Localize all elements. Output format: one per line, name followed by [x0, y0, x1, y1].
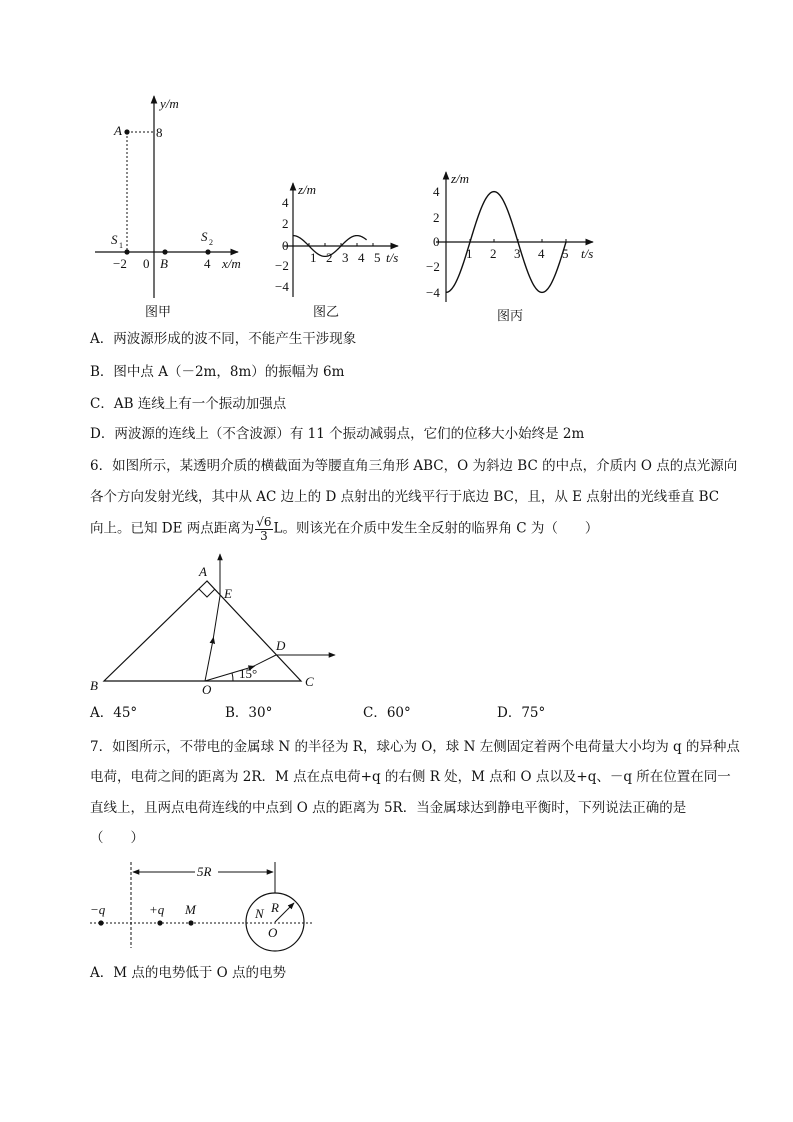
label-c: C — [305, 674, 314, 689]
yi-y-tick: −2 — [275, 258, 289, 273]
q6-stem-line-3-pre: 向上。已知 DE 两点距离为 — [90, 520, 255, 537]
label-o: O — [202, 682, 212, 697]
yi-x-tick: 5 — [374, 250, 381, 265]
q7-stem-line-4: （ ） — [90, 830, 144, 846]
q6-option-d: D．75° — [497, 705, 546, 721]
q6-option-a: A．45° — [90, 705, 138, 721]
jia-x-axis-label: x/m — [222, 256, 241, 271]
label-pos-q: +q — [149, 902, 165, 917]
bing-y-tick: −4 — [426, 285, 440, 300]
jia-label-s1: S — [111, 232, 118, 247]
jia-label-s2: S — [201, 229, 208, 244]
figure-wave-graphs-svg — [0, 0, 793, 330]
q6-option-c: C．60° — [363, 705, 411, 721]
jia-y-axis-label: y/m — [160, 96, 179, 111]
q6-fraction-denominator: 3 — [260, 528, 268, 543]
yi-y-tick: 2 — [282, 216, 289, 231]
bing-caption: 图丙 — [497, 309, 524, 324]
q7-stem-line-2: 电荷，电荷之间的距离为 2R．M 点在点电荷+q 的右侧 R 处，M 点和 O 点以及+q、－q 所在位置在同一 — [90, 769, 731, 785]
label-angle: 15° — [239, 666, 258, 681]
label-a: A — [199, 564, 207, 579]
q7-option-a: A．M 点的电势低于 O 点的电势 — [90, 965, 287, 981]
q6-option-b: B．30° — [225, 705, 273, 721]
jia-point-s1 — [124, 249, 129, 254]
q6-fraction-numerator: √6 — [256, 515, 272, 529]
yi-x-tick: 1 — [310, 250, 317, 265]
figure-sphere-svg — [0, 850, 793, 960]
jia-x-tick: −2 — [113, 256, 127, 271]
bing-x-tick: 5 — [562, 246, 569, 261]
ray-o-to-e — [213, 596, 220, 640]
bing-y-tick: −2 — [426, 259, 440, 274]
label-r: R — [271, 900, 279, 915]
label-n: N — [255, 906, 264, 921]
figure-triangle-svg — [0, 540, 793, 700]
q5-option-d: D．两波源的连线上（不含波源）有 11 个振动减弱点，它们的位移大小始终是 2m — [90, 426, 585, 442]
ray-o-to-e-arrow — [205, 640, 213, 681]
figure-yi — [275, 182, 398, 320]
bing-x-tick: 2 — [490, 246, 497, 261]
jia-y-tick: 8 — [156, 125, 163, 140]
right-angle-mark — [199, 589, 215, 597]
yi-caption: 图乙 — [313, 305, 340, 320]
yi-x-tick: 2 — [326, 250, 333, 265]
yi-y-tick: 4 — [282, 195, 289, 210]
q7-stem-line-3: 直线上，且两点电荷连线的中点到 O 点的距离为 5R．当金属球达到静电平衡时，下列说法正确的是 — [90, 800, 687, 816]
label-d: D — [276, 638, 286, 653]
label-m: M — [185, 902, 196, 917]
jia-x-tick: 4 — [204, 256, 211, 271]
figure-triangle — [0, 540, 793, 700]
charge-negative — [98, 920, 103, 925]
jia-caption: 图甲 — [145, 305, 172, 320]
yi-y-tick: 0 — [282, 238, 289, 253]
q6-fraction — [255, 516, 272, 542]
jia-x-tick: 0 — [143, 256, 150, 271]
bing-y-axis-label: z/m — [451, 171, 470, 186]
jia-label-s2-sub: 2 — [209, 238, 213, 247]
jia-label-s1-sub: 1 — [119, 241, 123, 250]
bing-x-tick: 1 — [466, 246, 473, 261]
label-e: E — [224, 586, 232, 601]
q5-option-c: C．AB 连线上有一个振动加强点 — [90, 396, 287, 412]
jia-point-a — [124, 129, 129, 134]
charge-positive — [157, 920, 162, 925]
jia-point-s2 — [205, 249, 210, 254]
bing-x-tick: 4 — [538, 246, 545, 261]
q5-option-a: A．两波源形成的波不同，不能产生干涉现象 — [90, 331, 357, 347]
q7-stem-line-1: 7．如图所示，不带电的金属球 N 的半径为 R，球心为 O，球 N 左侧固定着两个电荷量大小均为 q 的异种点 — [90, 739, 740, 755]
angle-arc — [232, 673, 233, 681]
bing-y-tick: 4 — [433, 184, 440, 199]
bing-y-tick: 2 — [433, 210, 440, 225]
q6-stem-line-1: 6．如图所示，某透明介质的横截面为等腰直角三角形 ABC，O 为斜边 BC 的中点，介质内 O 点的点光源向 — [90, 458, 738, 474]
figure-wave-graphs — [0, 0, 793, 330]
yi-x-tick: 3 — [342, 250, 349, 265]
yi-x-axis-label: t/s — [386, 250, 399, 265]
jia-point-b — [162, 249, 167, 254]
figure-jia — [95, 96, 241, 320]
bing-x-axis-label: t/s — [581, 246, 594, 261]
bing-x-tick: 3 — [514, 246, 521, 261]
jia-label-a: A — [114, 123, 122, 138]
yi-y-tick: −4 — [275, 279, 289, 294]
label-b: B — [90, 678, 98, 693]
label-neg-q: −q — [90, 902, 106, 917]
label-5r: 5R — [197, 864, 212, 879]
q6-stem-line-3-post: L。则该光在介质中发生全反射的临界角 C 为（ ） — [273, 520, 599, 537]
q6-stem-line-3 — [90, 516, 598, 542]
point-m — [188, 920, 193, 925]
q6-stem-line-2: 各个方向发射光线，其中从 AC 边上的 D 点射出的光线平行于底边 BC，且，从 E 点射出的光线垂直 BC — [90, 489, 720, 505]
figure-bing — [426, 171, 593, 324]
figure-sphere — [0, 850, 793, 960]
yi-x-tick: 4 — [358, 250, 365, 265]
yi-y-axis-label: z/m — [298, 182, 317, 197]
triangle-abc — [104, 581, 301, 681]
bing-y-tick: 0 — [433, 234, 440, 249]
label-o-sphere: O — [268, 925, 278, 940]
q5-option-b: B．图中点 A（－2m，8m）的振幅为 6m — [90, 364, 345, 380]
jia-label-b: B — [160, 256, 168, 271]
